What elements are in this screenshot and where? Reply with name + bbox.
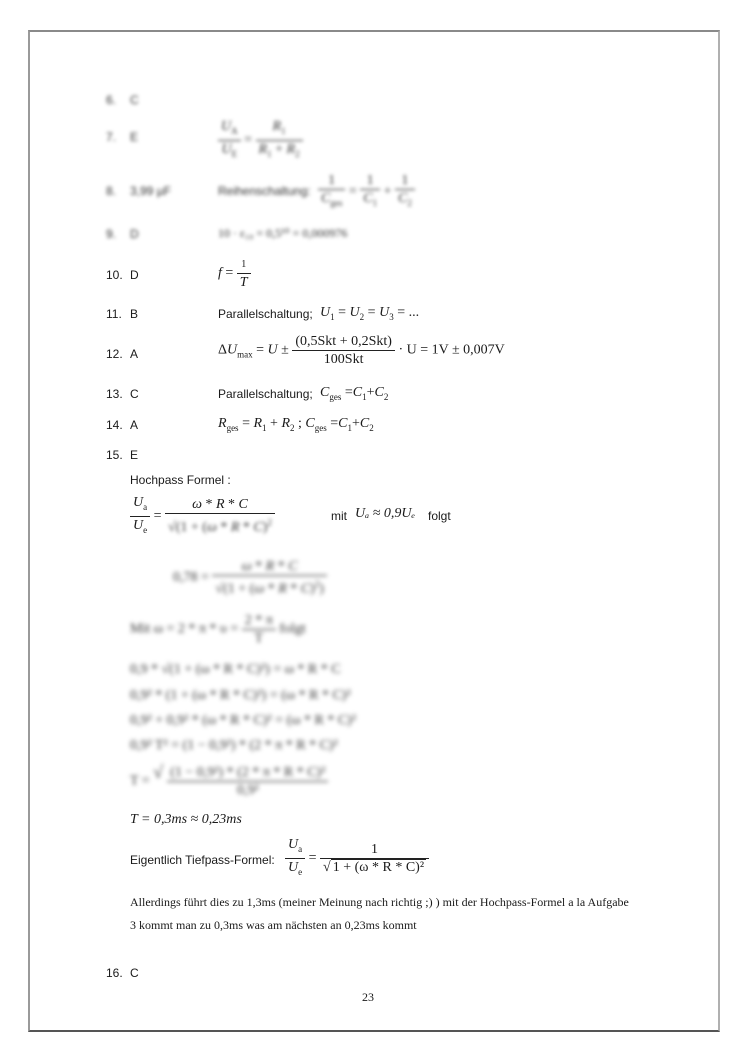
tiefpass-numerator: 1	[320, 841, 429, 859]
question-number: 8.	[106, 184, 117, 198]
tiefpass-formula: $\frac{U_a}{U_e}$ = $\frac{1}{\text{√ 1 + (ω * R * C)²}}$	[285, 836, 429, 881]
frequency-formula: f = $\frac{1}{T}$	[218, 256, 251, 291]
mit-condition: Uₐ ≈ 0,9Uₑ	[355, 506, 416, 521]
answer-10: D	[130, 268, 139, 282]
parallel-capacitance-formula: $C_{ges} =C_1+C_2$	[320, 385, 389, 402]
answer-16: C	[130, 966, 139, 980]
page-number: 23	[362, 990, 374, 1004]
answer-14: A	[130, 418, 139, 432]
question-number-16: 16.	[106, 966, 123, 980]
resistance-capacitance-formula: $R_{ges} = R_1 + R_2$ ; $C_{ges} =C_1+C_2$	[218, 416, 374, 433]
parallel-voltage-formula: $U_1 = U_2 = U_3$ = ...	[320, 305, 420, 322]
answer-12: A	[130, 347, 139, 361]
tiefpass-denominator: 1 + (ω * R * C)²	[332, 859, 425, 875]
derivation-step-3: 0,9² * (1 + (ω * R * C)²) = (ω * R * C)²	[130, 688, 351, 703]
error-tail: · U = 1V ± 0,007V	[398, 342, 505, 358]
circuit-type-label-11: Parallelschaltung;	[218, 307, 313, 321]
derivation-step-5: 0,9² T² = (1 − 0,9²) * (2 * π * R * C)²	[130, 738, 338, 753]
question-number-13: 13.	[106, 387, 123, 401]
answer: D	[130, 227, 139, 241]
voltage-divider-formula: $\frac{U_A}{U_E}$ = $\frac{R_1}{R_1 + R_2}$	[218, 118, 303, 163]
question-number-10: 10.	[106, 268, 123, 282]
formula: 10 · ε₁₀ = 0,5¹⁰ = 0,000976	[218, 226, 348, 240]
derivation-step-1: 0,78 = $\frac{\omega * R * C}{√(1 + (\omega * R * C)^2)}$	[173, 558, 327, 598]
hochpass-result: T = 0,3ms ≈ 0,23ms	[130, 812, 242, 827]
derivation-step-2: 0,9 * √(1 + (ω * R * C)²) = ω * R * C	[130, 662, 341, 677]
note-line-2: 3 kommt man zu 0,3ms was am nächsten an 0,23ms kommt	[130, 918, 417, 932]
question-number-12: 12.	[106, 347, 123, 361]
folgt-label: folgt	[428, 509, 451, 523]
question-number-15: 15.	[106, 448, 123, 462]
circuit-type-label: Reihenschaltung:	[218, 184, 311, 198]
hochpass-formula: $\frac{U_a}{U_e}$ = $\frac{\omega * R * C}{√(1 + (\omega * R * C)^2}$	[130, 494, 275, 539]
note-line-1: Allerdings führt dies zu 1,3ms (meiner Meinung nach richtig ;) ) mit der Hochpass-Formel a la Aufgabe	[130, 895, 629, 909]
answer-15: E	[130, 448, 139, 462]
tiefpass-label: Eigentlich Tiefpass-Formel:	[130, 853, 275, 867]
answer: C	[130, 93, 139, 107]
formula-tail: = ...	[397, 305, 420, 320]
hochpass-heading: Hochpass Formel :	[130, 473, 231, 487]
error-denominator: 100Skt	[323, 352, 364, 367]
series-capacitance-formula: $\frac{1}{C_{ges}}$ = $\frac{1}{C_1}$ + $\frac{1}{C_2}$	[318, 172, 415, 212]
measurement-error-formula: $\Delta U_{max} = U$ ± $\frac{\text{(0,5Skt + 0,2Skt)}}{\text{100Skt}}$ · U = 1V ± 0,007V	[218, 334, 505, 367]
answer: 3,99 µF	[130, 184, 171, 198]
error-numerator: (0,5Skt + 0,2Skt)	[292, 333, 395, 351]
circuit-type-label-13: Parallelschaltung;	[218, 387, 313, 401]
answer-11: B	[130, 307, 139, 321]
derivation-step-4: 0,9² + 0,9² * (ω * R * C)² = (ω * R * C)²	[130, 713, 357, 728]
mit-label: mit	[331, 509, 347, 523]
answer: E	[130, 130, 139, 144]
question-number-14: 14.	[106, 418, 123, 432]
answer-13: C	[130, 387, 139, 401]
derivation-step-6: T = √ $\frac{\text{(1 − 0,9²) * (2 * π * R * C)²}}{\text{0,9²}}$	[130, 764, 328, 799]
question-number: 6.	[106, 93, 117, 107]
derivation-omega: Mit ω = 2 * π * υ = $\frac{2 * \pi}{T}$ folgt	[130, 613, 306, 646]
question-number-11: 11.	[106, 307, 122, 321]
question-number: 9.	[106, 227, 117, 241]
question-number: 7.	[106, 130, 117, 144]
